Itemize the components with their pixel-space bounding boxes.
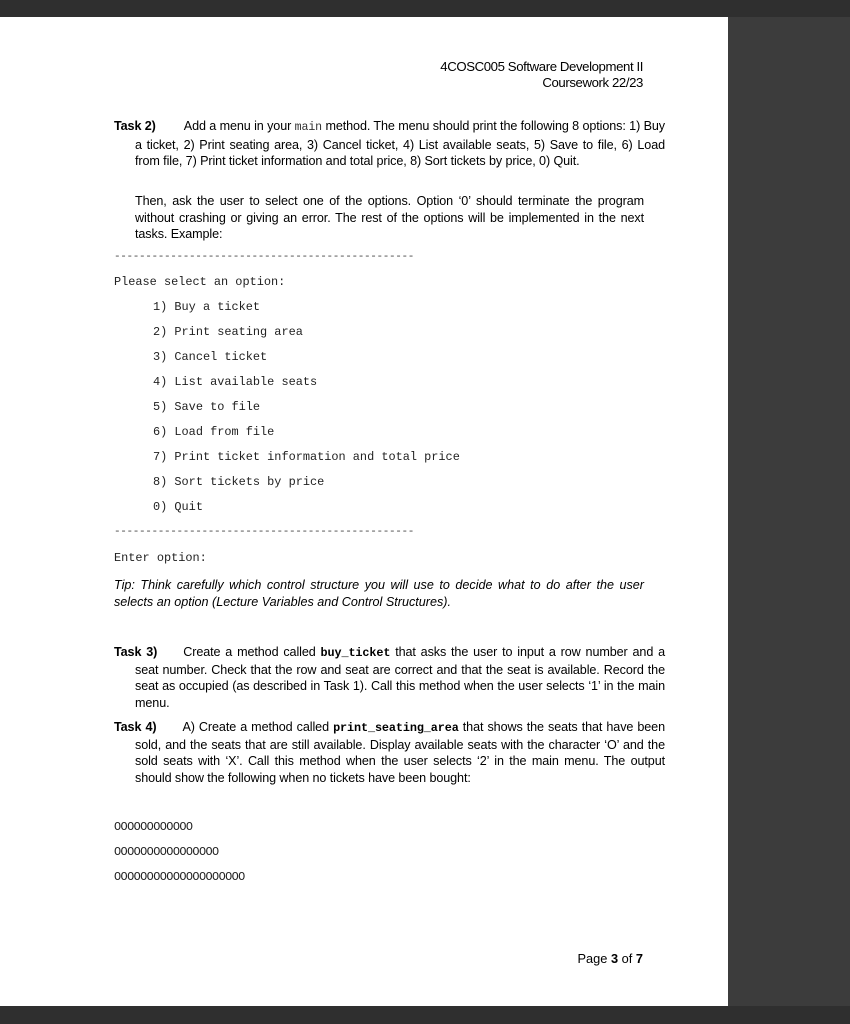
menu-option-8: 8) Sort tickets by price <box>153 475 325 489</box>
menu-divider-top: ------------------------------------------------ <box>114 251 415 263</box>
task3-method-name: buy_ticket <box>320 646 391 660</box>
menu-divider-bottom: ------------------------------------------------ <box>114 526 415 538</box>
seating-row-2: OOOOOOOOOOOOOOOO <box>114 845 219 859</box>
menu-option-7: 7) Print ticket information and total price <box>153 450 460 464</box>
course-title: 4COSC005 Software Development II <box>440 59 643 74</box>
menu-option-3: 3) Cancel ticket <box>153 350 268 364</box>
task2-text-pre: Add a menu in your <box>183 119 292 133</box>
task3-label: Task 3) <box>114 645 158 659</box>
menu-option-5: 5) Save to file <box>153 400 261 414</box>
task2-paragraph <box>114 118 665 170</box>
menu-option-0: 0) Quit <box>153 500 203 514</box>
menu-option-4: 4) List available seats <box>153 375 318 389</box>
menu-prompt: Please select an option: <box>114 275 286 289</box>
page-of: of <box>621 951 633 966</box>
coursework-title: Coursework 22/23 <box>542 75 643 90</box>
task2-paragraph-2: Then, ask the user to select one of the options. Option ‘0’ should terminate the program without crashing or giving an error. The rest of the options will be implemented in the next tasks. Example: <box>135 194 644 242</box>
task3-text-pre: Create a method called <box>183 645 316 659</box>
menu-option-2: 2) Print seating area <box>153 325 303 339</box>
menu-option-6: 6) Load from file <box>153 425 275 439</box>
page-total: 7 <box>635 951 643 966</box>
task2-label: Task 2) <box>114 119 156 133</box>
tip-text: Tip: Think carefully which control structure you will use to decide what to do after the user selects an option (Lecture Variables and Control Structures). <box>114 578 644 609</box>
seating-row-1: OOOOOOOOOOOO <box>114 820 193 834</box>
task3-paragraph <box>114 644 665 712</box>
viewer-top-bar <box>0 0 850 17</box>
page-prefix: Page <box>577 951 608 966</box>
page-number <box>577 951 643 966</box>
task4-text-pre: A) Create a method called <box>182 720 329 734</box>
task4-text-post: that shows the seats that have been sold, and the seats that are still available. Display available seats with the character ‘O’ and the sold seats with ‘X’. Call this method when the user selects ‘2’ in the main menu. The output should show the following when no tickets have been bought: <box>135 720 665 786</box>
seating-row-3: OOOOOOOOOOOOOOOOOOOO <box>114 870 245 884</box>
page-current: 3 <box>610 951 619 966</box>
page-header <box>440 59 643 91</box>
task4-method-name: print_seating_area <box>333 721 459 735</box>
document-page <box>0 17 728 1006</box>
task2-code-main: main <box>294 121 323 134</box>
viewer-bottom-bar <box>0 1006 850 1024</box>
task2-text-post: method. The menu should print the following 8 options: 1) Buy a ticket, 2) Print seating area, 3) Cancel ticket, 4) List available seats, 5) Save to file, 6) Load from file, 7) Print ticket information and total price, 8) Sort tickets by price, 0) Quit. <box>135 119 665 169</box>
menu-option-1: 1) Buy a ticket <box>153 300 261 314</box>
task4-paragraph <box>114 719 665 787</box>
task3-text-post: that asks the user to input a row number and a seat number. Check that the row and seat are correct and that the seat is available. Record the seat as occupied (as described in Task 1). Call this method when the user selects ‘1’ in the main menu. <box>135 645 665 711</box>
enter-option-prompt: Enter option: <box>114 551 207 565</box>
task4-label: Task 4) <box>114 720 157 734</box>
